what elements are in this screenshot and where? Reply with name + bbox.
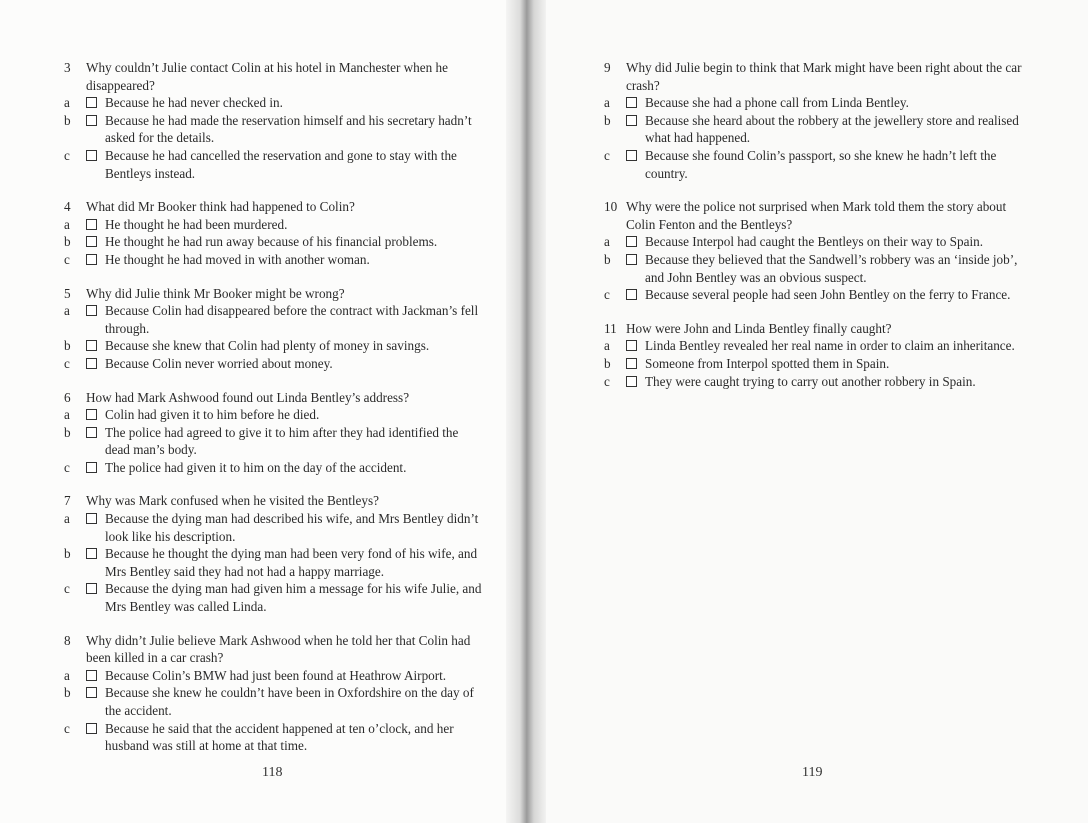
answer-option-4a [64, 216, 484, 234]
answer-option-6a [64, 406, 484, 424]
answer-option-10a [604, 233, 1028, 251]
answer-checkbox[interactable] [626, 97, 637, 108]
page-number-left: 118 [262, 765, 283, 780]
answer-option-11c [604, 373, 1028, 391]
answer-option-11a [604, 337, 1028, 355]
question-11 [604, 320, 1028, 390]
option-letter: b [64, 685, 71, 701]
option-text: Because he had made the reservation himself and his secretary hadn’t asked for the details. [105, 112, 472, 146]
answer-checkbox[interactable] [86, 427, 97, 438]
option-text: He thought he had moved in with another woman. [105, 251, 370, 267]
option-letter: c [64, 355, 70, 371]
answer-checkbox[interactable] [86, 358, 97, 369]
answer-option-10c [604, 286, 1028, 304]
option-text: Because they believed that the Sandwell’s robbery was an ‘inside job’, and John Bentley was an obvious suspect. [645, 251, 1018, 285]
question-text: Why couldn’t Julie contact Colin at his hotel in Manchester when he disappeared? [86, 60, 448, 93]
answer-option-9a [604, 94, 1028, 112]
option-text: Because she heard about the robbery at the jewellery store and realised what had happened. [645, 112, 1019, 146]
answer-checkbox[interactable] [626, 340, 637, 351]
answer-checkbox[interactable] [86, 150, 97, 161]
option-letter: c [604, 147, 610, 163]
answer-checkbox[interactable] [86, 115, 97, 126]
option-text: Linda Bentley revealed her real name in order to claim an inheritance. [645, 338, 1015, 354]
option-letter: b [604, 112, 611, 128]
option-text: Because several people had seen John Bentley on the ferry to France. [645, 287, 1011, 303]
question-number: 11 [604, 320, 617, 336]
book-gutter [506, 0, 546, 823]
question-stem [64, 198, 484, 216]
question-stem [64, 59, 484, 94]
answer-option-7c [64, 580, 484, 615]
option-text: Because she found Colin’s passport, so she knew he hadn’t left the country. [645, 147, 997, 181]
question-number: 5 [64, 285, 71, 301]
answer-checkbox[interactable] [86, 548, 97, 559]
answer-option-11b [604, 355, 1028, 373]
answer-option-9b [604, 112, 1028, 147]
question-3 [64, 59, 484, 182]
option-text: Because the dying man had given him a message for his wife Julie, and Mrs Bentley was called Linda. [105, 581, 482, 615]
answer-checkbox[interactable] [86, 254, 97, 265]
answer-option-3b [64, 112, 484, 147]
answer-checkbox[interactable] [86, 219, 97, 230]
question-text: Why did Julie think Mr Booker might be wrong? [86, 285, 345, 301]
question-number: 9 [604, 60, 611, 75]
option-letter: a [64, 216, 70, 232]
question-10 [604, 198, 1028, 304]
question-number: 8 [64, 632, 71, 648]
left-page [0, 0, 530, 823]
answer-option-4b [64, 233, 484, 251]
option-text: Because Colin’s BMW had just been found at Heathrow Airport. [105, 667, 447, 683]
answer-option-8c [64, 720, 484, 755]
left-question-list [64, 59, 484, 771]
option-letter: a [604, 338, 610, 354]
option-letter: a [604, 234, 610, 250]
option-text: He thought he had run away because of his financial problems. [105, 234, 438, 250]
answer-option-6c [64, 459, 484, 477]
option-text: Because he said that the accident happened at ten o’clock, and her husband was still at home at that time. [105, 720, 454, 754]
question-stem [604, 198, 1028, 233]
question-6 [64, 389, 484, 477]
question-text: Why didn’t Julie believe Mark Ashwood when he told her that Colin had been killed in a car crash? [86, 632, 471, 666]
answer-option-9c [604, 147, 1028, 182]
question-8 [64, 632, 484, 755]
question-stem [64, 389, 484, 407]
option-letter: b [64, 234, 71, 250]
option-text: Because he had cancelled the reservation and gone to stay with the Bentleys instead. [105, 147, 457, 181]
answer-option-4c [64, 251, 484, 269]
answer-option-7b [64, 545, 484, 580]
option-letter: a [64, 303, 70, 319]
option-letter: c [64, 720, 70, 736]
question-4 [64, 198, 484, 268]
answer-checkbox[interactable] [86, 687, 97, 698]
option-text: Because Interpol had caught the Bentleys on their way to Spain. [645, 234, 984, 250]
option-text: The police had given it to him on the day of the accident. [105, 459, 407, 475]
answer-checkbox[interactable] [86, 723, 97, 734]
option-text: Because Colin never worried about money. [105, 355, 333, 371]
option-text: He thought he had been murdered. [105, 216, 288, 232]
answer-checkbox[interactable] [626, 115, 637, 126]
option-text: Because Colin had disappeared before the contract with Jackman’s fell through. [105, 303, 479, 336]
answer-option-3a [64, 94, 484, 112]
question-stem [604, 320, 1028, 338]
option-letter: b [64, 424, 71, 440]
option-letter: c [64, 251, 70, 267]
option-text: Because she knew that Colin had plenty of money in savings. [105, 338, 430, 354]
question-stem [604, 59, 1028, 94]
option-text: Because the dying man had described his wife, and Mrs Bentley didn’t look like his description. [105, 511, 479, 544]
right-question-list [604, 59, 1028, 406]
question-number: 3 [64, 60, 71, 75]
answer-option-5c [64, 355, 484, 373]
answer-option-5a [64, 302, 484, 337]
answer-option-3c [64, 147, 484, 182]
answer-checkbox[interactable] [86, 305, 97, 316]
answer-option-7a [64, 510, 484, 545]
answer-checkbox[interactable] [86, 462, 97, 473]
answer-checkbox[interactable] [86, 409, 97, 420]
answer-checkbox[interactable] [626, 289, 637, 300]
option-letter: c [64, 581, 70, 597]
option-text: Because he thought the dying man had been very fond of his wife, and Mrs Bentley said they had not had a happy marriage. [105, 546, 478, 579]
option-letter: b [604, 251, 611, 267]
answer-checkbox[interactable] [626, 236, 637, 247]
question-9 [604, 59, 1028, 182]
question-7 [64, 492, 484, 615]
answer-checkbox[interactable] [626, 358, 637, 369]
option-text: They were caught trying to carry out another robbery in Spain. [645, 373, 976, 389]
option-text: The police had agreed to give it to him after they had identified the dead man’s body. [105, 424, 459, 458]
question-text: Why were the police not surprised when Mark told them the story about Colin Fenton and the Bentleys? [626, 199, 1007, 232]
option-text: Because she knew he couldn’t have been in Oxfordshire on the day of the accident. [105, 685, 474, 718]
option-letter: a [64, 511, 70, 527]
option-letter: c [64, 459, 70, 475]
answer-checkbox[interactable] [86, 670, 97, 681]
answer-checkbox[interactable] [86, 236, 97, 247]
question-number: 6 [64, 389, 71, 405]
answer-checkbox[interactable] [86, 97, 97, 108]
answer-checkbox[interactable] [86, 583, 97, 594]
question-stem [64, 632, 484, 667]
option-letter: a [64, 667, 70, 683]
option-text: Someone from Interpol spotted them in Spain. [645, 355, 890, 371]
answer-option-8b [64, 684, 484, 719]
page-number-right: 119 [802, 765, 823, 780]
question-text: Why was Mark confused when he visited the Bentleys? [86, 493, 379, 509]
question-text: How had Mark Ashwood found out Linda Bentley’s address? [86, 389, 410, 405]
option-letter: b [64, 546, 71, 562]
question-text: How were John and Linda Bentley finally caught? [626, 320, 892, 336]
answer-option-8a [64, 667, 484, 685]
answer-option-5b [64, 337, 484, 355]
question-text: Why did Julie begin to think that Mark might have been right about the car crash? [626, 60, 1022, 93]
answer-option-10b [604, 251, 1028, 286]
option-text: Because she had a phone call from Linda Bentley. [645, 95, 909, 111]
question-text: What did Mr Booker think had happened to Colin? [86, 199, 355, 215]
answer-checkbox[interactable] [626, 254, 637, 265]
option-letter: a [64, 407, 70, 423]
option-letter: b [64, 338, 71, 354]
option-letter: a [64, 95, 70, 111]
question-stem [64, 492, 484, 510]
answer-checkbox[interactable] [626, 150, 637, 161]
option-letter: a [604, 95, 610, 111]
question-5 [64, 285, 484, 373]
answer-option-6b [64, 424, 484, 459]
answer-checkbox[interactable] [86, 340, 97, 351]
option-letter: c [604, 373, 610, 389]
option-letter: c [64, 147, 70, 163]
question-number: 7 [64, 493, 71, 509]
option-text: Colin had given it to him before he died. [105, 407, 320, 423]
option-letter: b [604, 355, 611, 371]
option-text: Because he had never checked in. [105, 95, 283, 111]
option-letter: b [64, 112, 71, 128]
question-stem [64, 285, 484, 303]
question-number: 10 [604, 199, 618, 215]
answer-checkbox[interactable] [626, 376, 637, 387]
option-letter: c [604, 287, 610, 303]
question-number: 4 [64, 199, 71, 215]
answer-checkbox[interactable] [86, 513, 97, 524]
